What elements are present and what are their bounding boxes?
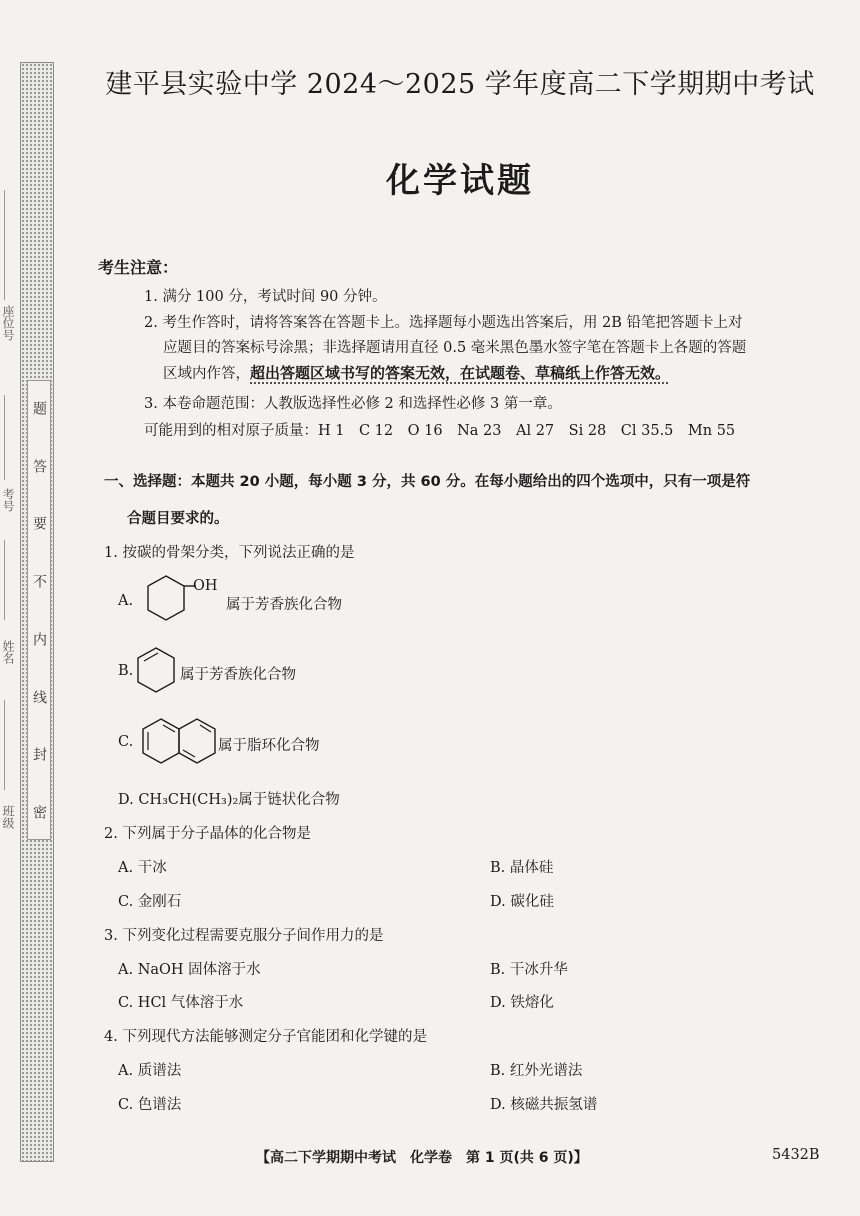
- option-label: A.: [118, 593, 134, 609]
- option-d: [118, 788, 340, 809]
- option: B. 晶体硅: [490, 860, 554, 876]
- option: D. 核磁共振氢谱: [490, 1097, 598, 1113]
- notice-heading: 考生注意：: [98, 258, 179, 277]
- atomic-mass-line: 可能用到的相对原子质量：H 1 C 12 O 16 Na 23 Al 27 Si 28 Cl 35.5 Mn 55: [144, 423, 736, 439]
- option-label: C.: [118, 734, 134, 750]
- margin-rule: [4, 190, 5, 300]
- option-label: B.: [118, 663, 134, 679]
- notice-item: 应题目的答案标号涂黑；非选择题请用直径 0.5 毫米黑色墨水签字笔在答题卡上各题的答题: [163, 340, 747, 356]
- seal-word: 不: [31, 574, 47, 589]
- seal-word: 封: [31, 747, 47, 762]
- exam-subtitle: 化学试题: [386, 161, 534, 201]
- exam-title: 建平县实验中学 2024～2025 学年度高二下学期期中考试: [105, 69, 815, 100]
- option: A. 质谱法: [118, 1063, 182, 1079]
- paper-code: 5432B: [772, 1147, 820, 1163]
- option: B. 红外光谱法: [490, 1063, 583, 1079]
- option: D. 碳化硅: [490, 894, 554, 910]
- option: C. HCl 气体溶于水: [118, 995, 244, 1011]
- naphthalene-structure: [139, 715, 219, 771]
- cyclohexene-structure: [136, 646, 180, 702]
- option: A. 干冰: [118, 860, 167, 876]
- option: D. 铁熔化: [490, 995, 554, 1011]
- section-heading-cont: 合题目要求的。: [127, 511, 229, 527]
- notice-item: 区域内作答，: [163, 366, 250, 382]
- page-footer: 【高二下学期期中考试 化学卷 第 1 页(共 6 页)】: [256, 1150, 588, 1166]
- margin-label-class: 班级: [1, 805, 15, 829]
- seal-word: 要: [31, 516, 47, 531]
- margin-label-seat: 座位号: [1, 305, 15, 341]
- question-stem: 3. 下列变化过程需要克服分子间作用力的是: [104, 928, 384, 944]
- margin-label-id: 考号: [1, 488, 15, 512]
- seal-word: 题: [31, 401, 47, 415]
- option-text: 属于脂环化合物: [218, 738, 320, 754]
- notice-item-last: [163, 362, 670, 383]
- option-text: 属于芳香族化合物: [226, 597, 342, 613]
- option: A. NaOH 固体溶于水: [118, 962, 261, 978]
- notice-item: 3. 本卷命题范围：人教版选择性必修 2 和选择性必修 3 第一章。: [144, 396, 562, 412]
- seal-word: 答: [31, 458, 47, 473]
- option: C. 金刚石: [118, 894, 182, 910]
- section-heading: 一、选择题：本题共 20 小题，每小题 3 分，共 60 分。在每小题给出的四个选项中，只有一项是符: [104, 474, 751, 490]
- option-label: D.: [118, 792, 134, 808]
- hydroxyl-label: OH: [193, 578, 218, 594]
- margin-rule: [4, 395, 5, 480]
- seal-line-notice: [27, 380, 51, 840]
- option: C. 色谱法: [118, 1097, 182, 1113]
- seal-word: 内: [31, 631, 47, 646]
- notice-item: 1. 满分 100 分，考试时间 90 分钟。: [144, 289, 387, 305]
- margin-label-name: 姓名: [1, 640, 15, 664]
- notice-emphasis: 超出答题区域书写的答案无效，在试题卷、草稿纸上作答无效。: [250, 364, 671, 382]
- notice-item: 2. 考生作答时，请将答案答在答题卡上。选择题每小题选出答案后，用 2B 铅笔把答题卡上对: [144, 315, 743, 331]
- question-stem: 1. 按碳的骨架分类，下列说法正确的是: [104, 545, 355, 561]
- margin-rule: [4, 540, 5, 620]
- margin-rule: [4, 700, 5, 790]
- option-text: 属于芳香族化合物: [180, 667, 296, 683]
- seal-word: 线: [31, 689, 47, 704]
- seal-word: 密: [31, 804, 47, 819]
- option-text: CH₃CH(CH₃)₂属于链状化合物: [138, 792, 340, 808]
- question-stem: 4. 下列现代方法能够测定分子官能团和化学键的是: [104, 1029, 427, 1045]
- option: B. 干冰升华: [490, 962, 568, 978]
- question-stem: 2. 下列属于分子晶体的化合物是: [104, 826, 311, 842]
